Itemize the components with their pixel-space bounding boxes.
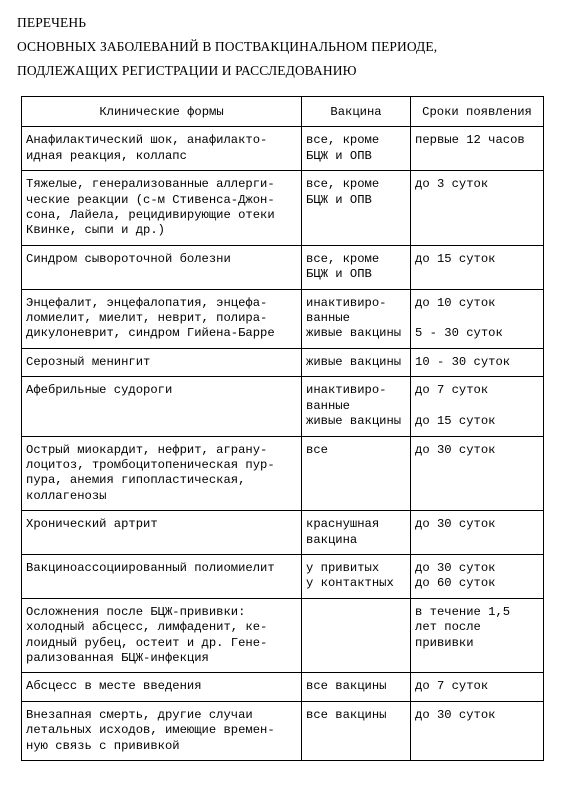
cell-clinical-form: Осложнения после БЦЖ-прививки: холодный абсцесс, лимфаденит, ке- лоидный рубец, остеит и др. Гене- рализованная БЦЖ-инфекция (22, 598, 302, 673)
cell-vaccine: инактивиро- ванные живые вакцины (302, 289, 411, 348)
cell-clinical-form: Внезапная смерть, другие случаи летальных исходов, имеющие времен- ную связь с прививкой (22, 701, 302, 760)
cell-onset-term: 10 - 30 суток (411, 348, 544, 376)
cell-onset-term: до 10 суток 5 - 30 суток (411, 289, 544, 348)
header-clinical-forms: Клинические формы (22, 97, 302, 127)
cell-vaccine: инактивиро- ванные живые вакцины (302, 377, 411, 436)
cell-clinical-form: Анафилактический шок, анафилакто- идная реакция, коллапс (22, 127, 302, 171)
table-row (22, 511, 544, 555)
table-row (22, 598, 544, 673)
title-line-2: ОСНОВНЫХ ЗАБОЛЕВАНИЙ В ПОСТВАКЦИНАЛЬНОМ ПЕРИОДЕ, (17, 39, 438, 54)
cell-vaccine (302, 598, 411, 673)
cell-onset-term: до 30 суток до 60 суток (411, 554, 544, 598)
table-row (22, 289, 544, 348)
cell-onset-term: до 30 суток (411, 701, 544, 760)
cell-clinical-form: Тяжелые, генерализованные аллерги- ческие реакции (с-м Стивенса-Джон- сона, Лайела, рецидивирующие отеки Квинке, сыпи и др.) (22, 171, 302, 246)
cell-clinical-form: Хронический артрит (22, 511, 302, 555)
cell-vaccine: все, кроме БЦЖ и ОПВ (302, 127, 411, 171)
table-row (22, 436, 544, 511)
table-header-row (22, 97, 544, 127)
table-row (22, 171, 544, 246)
cell-onset-term: в течение 1,5 лет после прививки (411, 598, 544, 673)
table-row (22, 377, 544, 436)
title-line-1: ПЕРЕЧЕНЬ (17, 15, 87, 30)
cell-vaccine: у привитых у контактных (302, 554, 411, 598)
cell-vaccine: краснушная вакцина (302, 511, 411, 555)
table-row (22, 673, 544, 701)
cell-onset-term: до 3 суток (411, 171, 544, 246)
cell-vaccine: все (302, 436, 411, 511)
table-row (22, 348, 544, 376)
cell-onset-term: до 7 суток (411, 673, 544, 701)
table-row (22, 701, 544, 760)
cell-clinical-form: Энцефалит, энцефалопатия, энцефа- ломиелит, миелит, неврит, полира- дикулоневрит, синдром Гийена-Барре (22, 289, 302, 348)
cell-clinical-form: Острый миокардит, нефрит, аграну- лоцитоз, тромбоцитопеническая пур- пура, анемия гипопластическая, коллагенозы (22, 436, 302, 511)
cell-onset-term: до 7 суток до 15 суток (411, 377, 544, 436)
table-row (22, 127, 544, 171)
cell-clinical-form: Афебрильные судороги (22, 377, 302, 436)
table-row (22, 554, 544, 598)
header-vaccine: Вакцина (302, 97, 411, 127)
cell-onset-term: до 30 суток (411, 511, 544, 555)
cell-onset-term: первые 12 часов (411, 127, 544, 171)
cell-clinical-form: Абсцесс в месте введения (22, 673, 302, 701)
cell-clinical-form: Вакциноассоциированный полиомиелит (22, 554, 302, 598)
cell-vaccine: все, кроме БЦЖ и ОПВ (302, 245, 411, 289)
cell-vaccine: все, кроме БЦЖ и ОПВ (302, 171, 411, 246)
cell-clinical-form: Серозный менингит (22, 348, 302, 376)
document-title (17, 11, 437, 83)
cell-clinical-form: Синдром сывороточной болезни (22, 245, 302, 289)
diseases-table (21, 96, 544, 761)
cell-onset-term: до 15 суток (411, 245, 544, 289)
cell-onset-term: до 30 суток (411, 436, 544, 511)
title-line-3: ПОДЛЕЖАЩИХ РЕГИСТРАЦИИ И РАССЛЕДОВАНИЮ (17, 63, 357, 78)
cell-vaccine: все вакцины (302, 701, 411, 760)
cell-vaccine: все вакцины (302, 673, 411, 701)
header-onset-terms: Сроки появления (411, 97, 544, 127)
table-row (22, 245, 544, 289)
cell-vaccine: живые вакцины (302, 348, 411, 376)
